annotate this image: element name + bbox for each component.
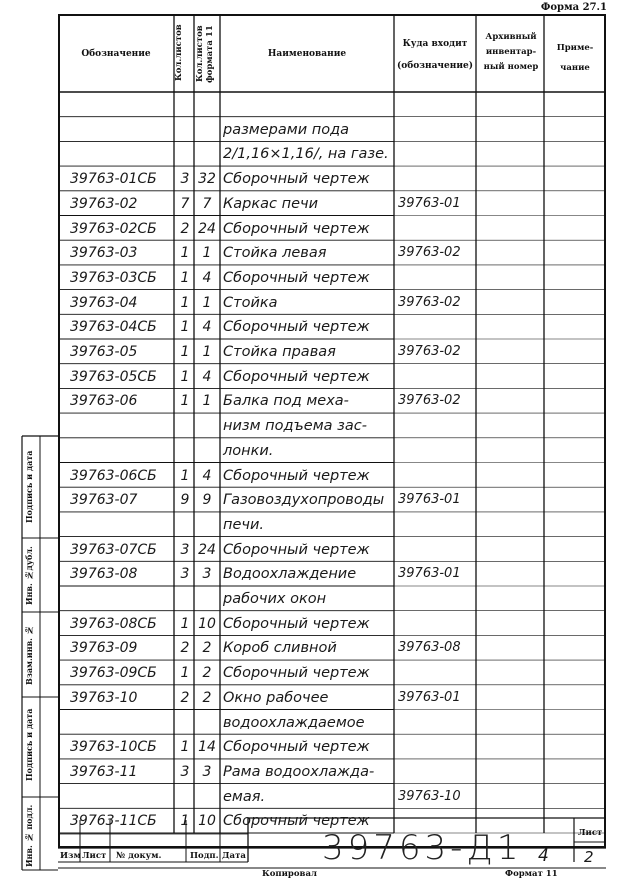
sidebar-sign-date-2: Подпись и дата [24, 450, 34, 524]
table-row [0, 685, 621, 710]
row-name: Стойка левая [223, 245, 327, 262]
row-name: низм подъема зас- [223, 418, 367, 435]
row-designation: 39763-04 [70, 294, 138, 311]
table-row [0, 808, 621, 833]
row-where-used: 39763-02 [398, 245, 461, 261]
table-row [0, 784, 621, 809]
table-row [0, 759, 621, 784]
row-format-count: 1 [202, 245, 212, 262]
sheet-number: 2 [584, 848, 594, 866]
header-archive-line3: ный номер [483, 62, 539, 72]
row-sheet-count: 2 [180, 220, 190, 237]
row-name: Сборочный чертеж [223, 171, 370, 188]
row-sheet-count: 3 [180, 763, 190, 780]
row-format-count: 1 [202, 294, 212, 311]
title-block-date: Дата [222, 851, 246, 861]
row-format-count: 14 [198, 739, 216, 756]
row-format-count: 4 [202, 368, 212, 385]
row-name: 2/1,16×1,16/, на газе. [223, 146, 389, 163]
row-name: Каркас печи [223, 195, 319, 212]
sidebar-inv-dubl: Инв. №дубл. [24, 546, 34, 606]
footer-copied: Копировал [262, 869, 317, 879]
row-sheet-count: 1 [180, 393, 190, 410]
header-archive-line2: инвентар- [485, 47, 537, 57]
row-designation: 39763-03СБ [70, 269, 157, 286]
header-where-used-line2: (обозначение) [397, 61, 473, 71]
row-name: Сборочный чертеж [223, 665, 370, 682]
row-sheet-count: 1 [180, 269, 190, 286]
document-code: 39763-Д1 [322, 828, 523, 868]
row-designation: 39763-08 [70, 566, 138, 583]
row-designation: 39763-08СБ [70, 615, 157, 632]
row-designation: 39763-04СБ [70, 319, 157, 336]
row-sheet-count: 1 [180, 665, 190, 682]
table-row [0, 635, 621, 660]
row-designation: 39763-02 [70, 195, 138, 212]
row-where-used: 39763-01 [398, 566, 461, 582]
row-name: Стойка [223, 294, 278, 311]
row-format-count: 2 [202, 689, 212, 706]
row-format-count: 9 [202, 492, 212, 509]
table-row [0, 586, 621, 611]
row-format-count: 10 [198, 813, 216, 830]
row-name: Окно рабочее [223, 689, 329, 706]
header-where-used-line1: Куда входит [402, 39, 468, 49]
row-where-used: 39763-08 [398, 640, 461, 656]
table-row [0, 314, 621, 339]
row-format-count: 2 [202, 640, 212, 657]
form-label: Форма 27.1 [540, 2, 607, 13]
header-qty-format: Кол.листов формата 11 [195, 25, 215, 83]
row-where-used: 39763-01 [398, 195, 461, 211]
header-designation: Обозначение [81, 49, 151, 59]
table-row [0, 166, 621, 191]
row-name: Сборочный чертеж [223, 467, 370, 484]
table-row [0, 240, 621, 265]
row-name: Сборочный чертеж [223, 319, 370, 336]
row-name: Газовоздухопроводы [223, 492, 385, 509]
row-where-used: 39763-02 [398, 344, 461, 359]
row-where-used: 39763-02 [398, 294, 461, 310]
title-block-list: Лист [82, 851, 107, 861]
row-name: Сборочный чертеж [223, 739, 370, 756]
sheet-label: Лист [578, 828, 603, 838]
table-row [0, 487, 621, 512]
row-sheet-count: 9 [180, 492, 190, 509]
row-name: размерами пода [223, 121, 349, 138]
title-block-podp: Подп. [190, 851, 219, 861]
row-sheet-count: 1 [180, 813, 190, 830]
row-designation: 39763-07 [70, 492, 138, 509]
sidebar-inv-podl: Инв. № подл. [24, 804, 34, 867]
table-row [0, 364, 621, 389]
table-row [0, 413, 621, 438]
header-qty-sheets: Кол.листов [174, 24, 184, 82]
row-designation: 39763-09СБ [70, 665, 157, 682]
row-name: Сборочный чертеж [223, 615, 370, 632]
row-format-count: 4 [202, 467, 212, 484]
row-format-count: 3 [202, 566, 212, 583]
header-note-line2: чание [560, 63, 590, 73]
table-row [0, 561, 621, 586]
table-row [0, 660, 621, 685]
row-name: Короб сливной [223, 640, 337, 657]
row-designation: 39763-03 [70, 245, 138, 262]
row-name: Рама водоохлажда- [223, 763, 375, 780]
row-format-count: 4 [202, 269, 212, 286]
row-sheet-count: 1 [180, 615, 190, 632]
row-sheet-count: 7 [180, 195, 190, 212]
row-name: емая. [223, 788, 266, 805]
row-sheet-count: 3 [180, 566, 190, 583]
row-sheet-count: 1 [180, 739, 190, 756]
sidebar-vzam-inv: Взам.инв. № [24, 625, 34, 685]
table-row [0, 710, 621, 735]
table-row [0, 734, 621, 759]
row-name: Сборочный чертеж [223, 813, 370, 830]
row-designation: 39763-10 [70, 689, 138, 706]
row-sheet-count: 2 [180, 689, 190, 706]
row-designation: 39763-11СБ [70, 813, 157, 830]
table-row [0, 191, 621, 216]
row-format-count: 4 [202, 319, 212, 336]
row-designation: 39763-06 [70, 393, 138, 410]
title-block-izm: Изм [60, 851, 81, 861]
row-name: водоохлаждаемое [223, 714, 365, 731]
row-name: Водоохлаждение [223, 566, 357, 583]
header-name: Наименование [267, 49, 347, 59]
table-row [0, 216, 621, 241]
row-sheet-count: 1 [180, 319, 190, 336]
sidebar-sign-date-1: Подпись и дата [24, 708, 34, 782]
title-block-doc-no: № докум. [116, 851, 162, 861]
row-name: рабочих окон [223, 591, 327, 607]
header-archive-line1: Архивный [485, 32, 537, 42]
footer-format: Формат 11 [505, 869, 558, 879]
table-row [0, 388, 621, 413]
table-row [0, 117, 621, 142]
row-name: лонки. [223, 442, 274, 459]
table-row [0, 463, 621, 488]
row-format-count: 7 [202, 195, 212, 212]
row-designation: 39763-10СБ [70, 739, 157, 756]
table-row [0, 290, 621, 315]
table-row [0, 265, 621, 290]
row-format-count: 10 [198, 615, 216, 632]
row-format-count: 1 [202, 393, 212, 410]
row-name: Стойка правая [223, 344, 336, 360]
table-row [0, 438, 621, 463]
handwritten-mark: 4 [538, 846, 549, 866]
row-where-used: 39763-02 [398, 393, 461, 409]
table-row [0, 92, 621, 117]
row-where-used: 39763-01 [398, 689, 461, 705]
row-format-count: 32 [198, 171, 216, 188]
row-sheet-count: 2 [180, 640, 190, 657]
row-name: печи. [223, 516, 265, 533]
row-format-count: 24 [198, 220, 216, 237]
row-where-used: 39763-10 [398, 788, 461, 804]
row-sheet-count: 3 [180, 171, 190, 188]
table-row [0, 537, 621, 562]
row-sheet-count: 1 [180, 294, 190, 311]
row-sheet-count: 1 [180, 368, 190, 385]
row-designation: 39763-07СБ [70, 541, 157, 558]
row-designation: 39763-01СБ [70, 171, 157, 188]
row-designation: 39763-05 [70, 344, 138, 360]
row-sheet-count: 1 [180, 344, 190, 360]
row-sheet-count: 3 [180, 541, 190, 558]
row-format-count: 2 [202, 665, 212, 682]
row-where-used: 39763-01 [398, 492, 461, 508]
row-sheet-count: 1 [180, 467, 190, 484]
row-sheet-count: 1 [180, 245, 190, 262]
row-designation: 39763-09 [70, 640, 138, 657]
row-name: Сборочный чертеж [223, 269, 370, 286]
row-format-count: 3 [202, 763, 212, 780]
row-name: Балка под меха- [223, 393, 349, 410]
table-row [0, 512, 621, 537]
table-row [0, 339, 621, 364]
row-designation: 39763-05СБ [70, 368, 157, 385]
row-name: Сборочный чертеж [223, 368, 370, 385]
row-format-count: 1 [202, 344, 212, 360]
table-row [0, 141, 621, 166]
row-designation: 39763-02СБ [70, 220, 157, 237]
header-note-line1: Приме- [556, 43, 594, 53]
row-name: Сборочный чертеж [223, 541, 370, 558]
row-designation: 39763-11 [70, 763, 138, 780]
table-row [0, 611, 621, 636]
row-name: Сборочный чертеж [223, 220, 370, 237]
row-designation: 39763-06СБ [70, 467, 157, 484]
row-format-count: 24 [198, 541, 216, 558]
